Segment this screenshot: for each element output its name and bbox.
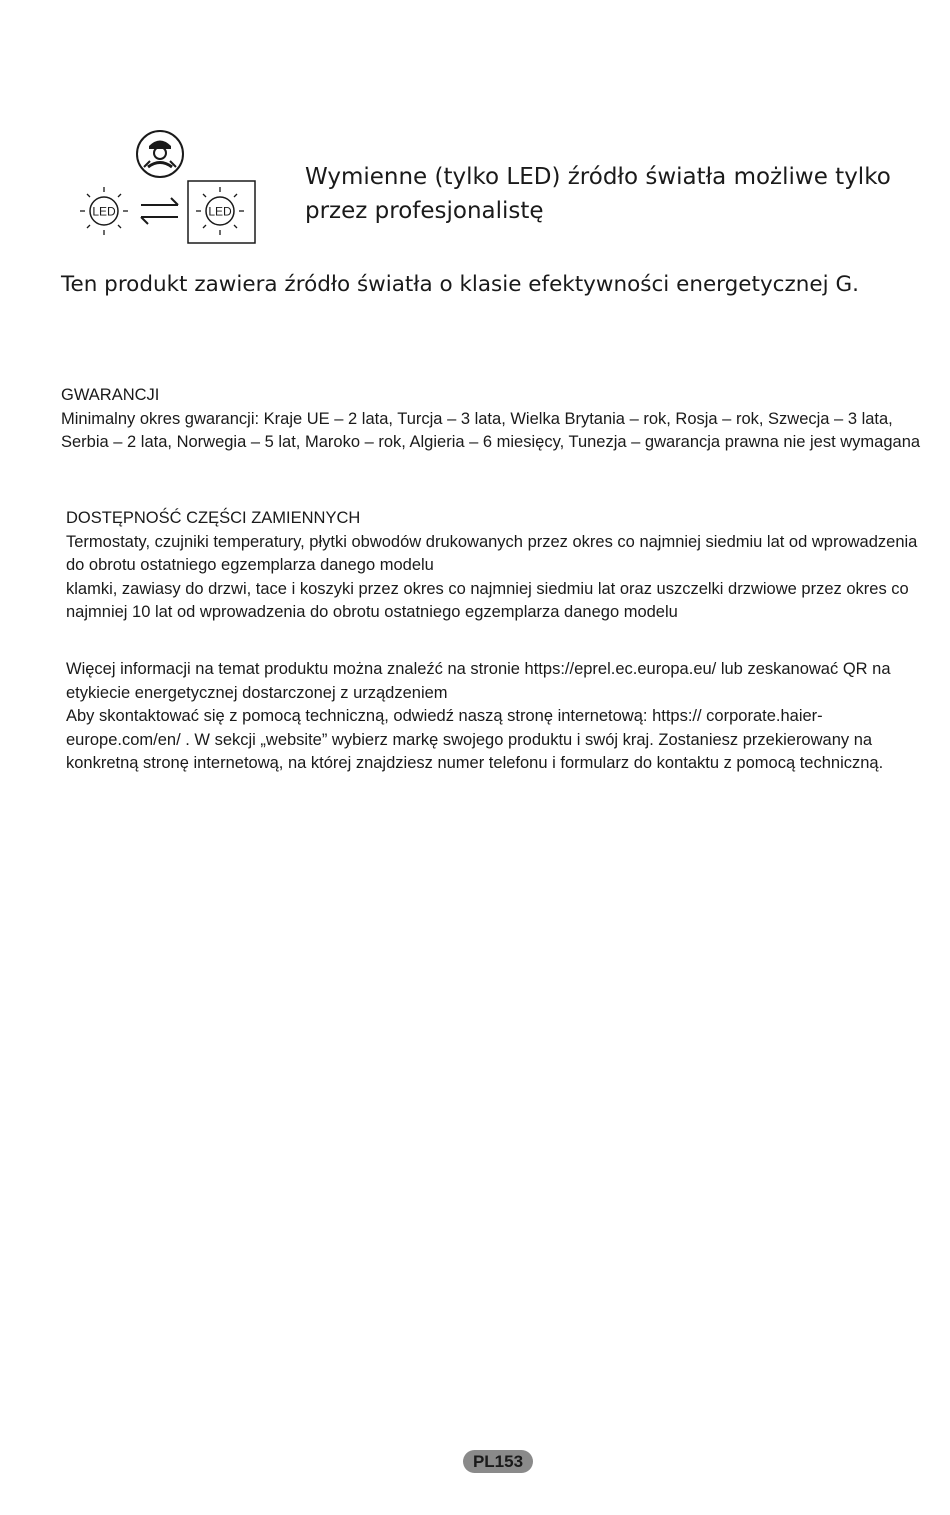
spare-parts-heading: DOSTĘPNOŚĆ CZĘŚCI ZAMIENNYCH xyxy=(66,509,361,527)
spare-parts-section xyxy=(66,507,926,625)
svg-text:LED: LED xyxy=(92,204,116,219)
page-number-badge: PL153 xyxy=(463,1450,533,1473)
more-info-section xyxy=(66,658,926,776)
led-bulb-icon-left xyxy=(80,187,128,235)
led-bulb-icon-right xyxy=(188,181,255,243)
warranty-section xyxy=(61,384,921,455)
more-info-paragraph-1: Więcej informacji na temat produktu można znaleźć na stronie https://eprel.ec.europa.eu/ lub zeskanować QR na etykiecie energetycznej dostarczonej z urządzeniem xyxy=(66,660,891,702)
technician-icon xyxy=(137,131,183,177)
spare-parts-paragraph-1: Termostaty, czujniki temperatury, płytki obwodów drukowanych przez okres co najmniej siedmiu lat od wprowadzenia do obrotu ostatniego egzemplarza danego modelu xyxy=(66,532,918,574)
warranty-body: Minimalny okres gwarancji: Kraje UE – 2 lata, Turcja – 3 lata, Wielka Brytania – rok, Rosja – rok, Szwecja – 3 lata, Serbia – 2 lata, Norwegia – 5 lat, Maroko – rok, Algieria – 6 miesięcy, Tunezja – gwarancja prawna nie jest wymagana xyxy=(61,409,921,451)
spare-parts-paragraph-2: klamki, zawiasy do drzwi, tace i koszyki przez okres co najmniej siedmiu lat oraz uszczelki drzwiowe przez okres co najmniej 10 lat od wprowadzenia do obrotu ostatniego egzemplarza danego modelu xyxy=(66,579,909,621)
svg-text:LED: LED xyxy=(208,204,232,219)
energy-class-statement: Ten produkt zawiera źródło światła o klasie efektywności energetycznej G. xyxy=(61,272,859,297)
warranty-heading: GWARANCJI xyxy=(61,386,160,404)
replaceable-light-source-text: Wymienne (tylko LED) źródło światła możliwe tylko przez profesjonalistę xyxy=(305,164,891,224)
replaceable-led-icon xyxy=(70,125,270,250)
swap-arrows-icon xyxy=(141,198,178,224)
support-contact-paragraph: Aby skontaktować się z pomocą techniczną, odwiedź naszą stronę internetową: https:// corporate.haier-europe.com/en/ . W sekcji „website” wybierz markę swojego produktu i swój kraj. Zostaniesz przekierowany na konkretną stronę internetową, na której znajdziesz numer telefonu i formularz do kontaktu z pomocą techniczną. xyxy=(66,707,884,772)
